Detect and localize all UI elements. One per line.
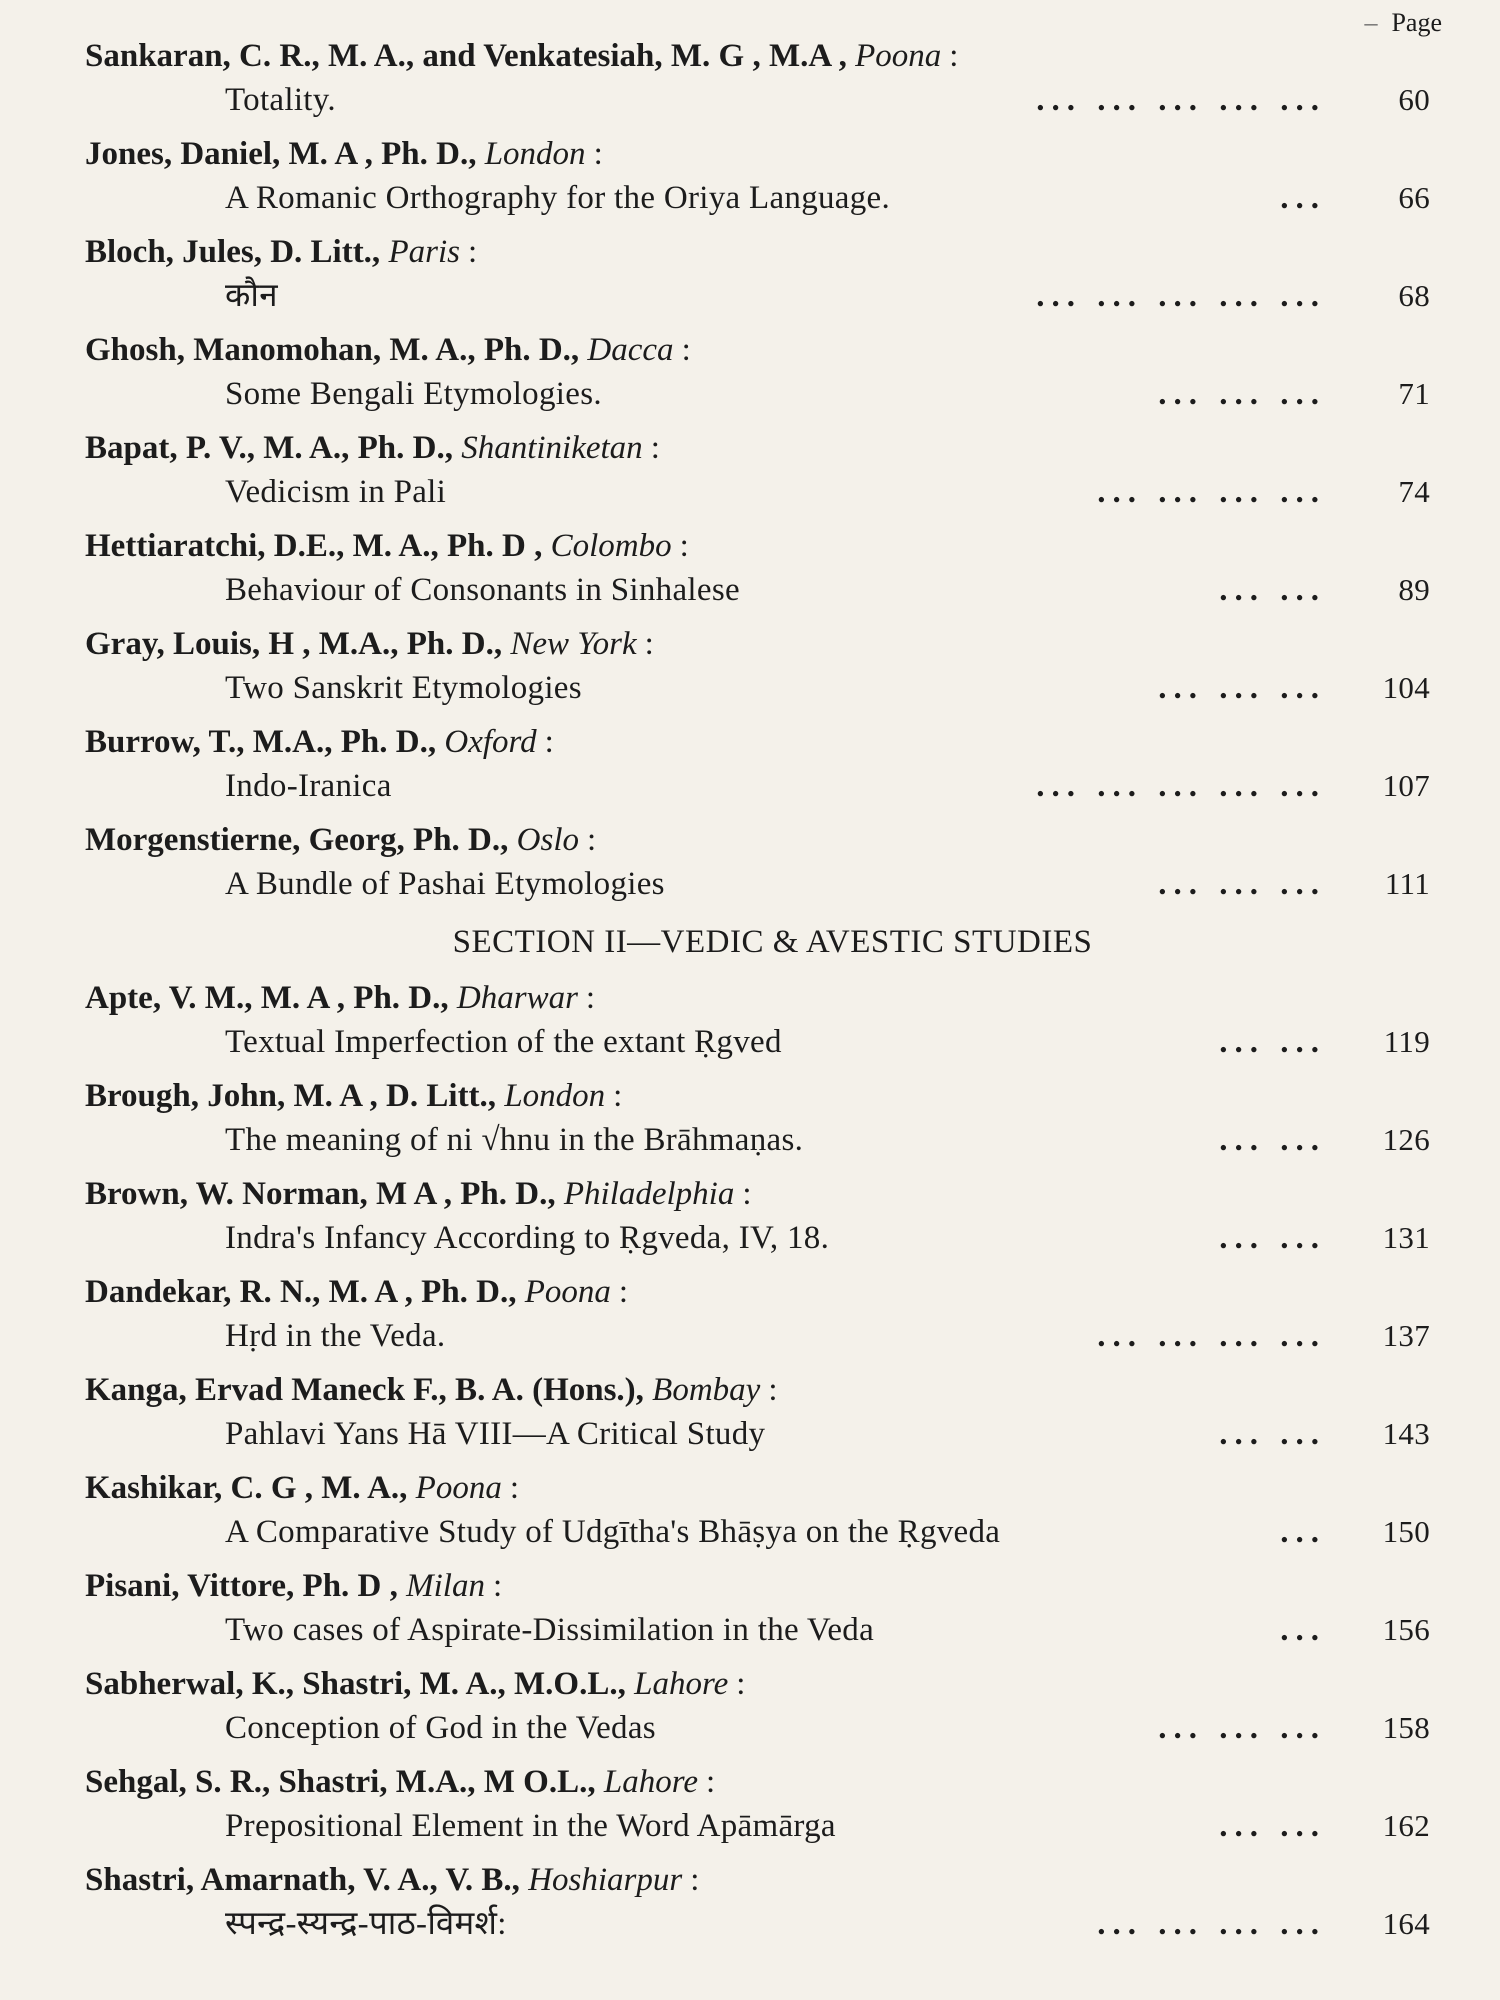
entry-title-line	[85, 1902, 1430, 1946]
page-number: 111	[1384, 866, 1430, 901]
author-name: Morgenstierne, Georg, Ph. D.,	[85, 822, 509, 858]
leader-dots: ... ... ... ...	[1097, 474, 1326, 510]
colon-mark: :	[587, 822, 597, 858]
contents-entry	[85, 1270, 1430, 1358]
leader-dots: ... ... ... ... ...	[1036, 278, 1326, 314]
entry-title-line	[85, 764, 1430, 808]
author-place: Lahore	[634, 1666, 729, 1702]
colon-mark: :	[492, 1568, 503, 1604]
author-name: Jones, Daniel, M. A , Ph. D.,	[85, 136, 477, 172]
author-name: Pisani, Vittore, Ph. D ,	[85, 1568, 398, 1604]
page-number: 60	[1398, 82, 1430, 117]
author-place: Paris	[388, 234, 460, 270]
entry-title-line	[85, 862, 1430, 906]
contents-entry	[85, 34, 1430, 122]
author-name: Sabherwal, K., Shastri, M. A., M.O.L.,	[85, 1666, 626, 1702]
entries-part2	[85, 976, 1430, 1946]
article-title: Hṛd in the Veda.	[225, 1318, 446, 1354]
author-place: Shantiniketan	[461, 430, 643, 466]
article-title: Totality.	[225, 82, 336, 118]
article-title: Vedicism in Pali	[225, 474, 447, 510]
page-number: 150	[1382, 1514, 1430, 1549]
entry-author-line	[85, 1074, 1430, 1118]
article-title: Two Sanskrit Etymologies	[225, 670, 582, 706]
page-number: 156	[1382, 1612, 1430, 1647]
entry-author-line	[85, 976, 1430, 1020]
colon-mark: :	[706, 1764, 716, 1800]
colon-mark: :	[467, 234, 478, 270]
author-name: Bapat, P. V., M. A., Ph. D.,	[85, 430, 453, 466]
page-number: 164	[1382, 1906, 1430, 1941]
colon-mark: :	[949, 38, 959, 74]
colon-mark: :	[585, 980, 596, 1016]
leader-dots: ... ...	[1219, 1024, 1326, 1060]
entries-part1	[85, 34, 1430, 906]
article-title: Behaviour of Consonants in Sinhalese	[225, 572, 740, 608]
colon-mark: :	[618, 1274, 629, 1310]
author-name: Brough, John, M. A , D. Litt.,	[85, 1078, 497, 1114]
leader-dots: ...	[1280, 1612, 1326, 1648]
contents-entry	[85, 1172, 1430, 1260]
entry-title-line	[85, 176, 1430, 220]
colon-mark: :	[644, 626, 654, 662]
leader-dots: ... ...	[1219, 1220, 1326, 1256]
author-place: New York	[510, 626, 637, 662]
author-name: Sankaran, C. R., M. A., and Venkatesiah, M. G , M.A ,	[85, 38, 847, 74]
article-title: Textual Imperfection of the extant Ṛgved	[225, 1024, 782, 1060]
entry-author-line	[85, 818, 1430, 862]
entry-title-line	[85, 666, 1430, 710]
page-number: 89	[1398, 572, 1430, 607]
contents-entry	[85, 1662, 1430, 1750]
contents-entry	[85, 818, 1430, 906]
contents-entry	[85, 426, 1430, 514]
entry-title-line	[85, 1706, 1430, 1750]
author-place: Oxford	[444, 724, 537, 760]
colon-mark: :	[768, 1372, 778, 1408]
article-title: A Bundle of Pashai Etymologies	[225, 866, 665, 902]
contents-entry	[85, 230, 1430, 318]
entry-author-line	[85, 524, 1430, 568]
contents-entry	[85, 1074, 1430, 1162]
contents-entry	[85, 1760, 1430, 1848]
author-name: Hettiaratchi, D.E., M. A., Ph. D ,	[85, 528, 543, 564]
leader-dots: ...	[1280, 180, 1326, 216]
author-place: Lahore	[603, 1764, 698, 1800]
entry-title-line	[85, 372, 1430, 416]
article-title: Pahlavi Yans Hā VIII—A Critical Study	[225, 1416, 766, 1452]
leader-dots: ... ... ... ...	[1097, 1318, 1326, 1354]
author-name: Ghosh, Manomohan, M. A., Ph. D.,	[85, 332, 580, 368]
entry-title-line	[85, 1608, 1430, 1652]
author-place: Oslo	[516, 822, 579, 858]
entry-author-line	[85, 1466, 1430, 1510]
author-name: Burrow, T., M.A., Ph. D.,	[85, 724, 437, 760]
entry-title-line	[85, 1412, 1430, 1456]
entry-title-line	[85, 1804, 1430, 1848]
author-place: Bombay	[652, 1372, 761, 1408]
colon-mark: :	[742, 1176, 752, 1212]
section-heading: SECTION II—VEDIC & AVESTIC STUDIES	[452, 924, 1093, 960]
author-place: Poona	[855, 38, 942, 74]
article-title: A Comparative Study of Udgītha's Bhāṣya on the Ṛgveda	[225, 1514, 1001, 1550]
entry-author-line	[85, 1662, 1430, 1706]
article-title: स्पन्द्र-स्यन्द्र-पाठ-विमर्श:	[225, 1906, 507, 1942]
colon-mark: :	[736, 1666, 746, 1702]
page-number: 143	[1382, 1416, 1430, 1451]
leader-dots: ... ... ... ... ...	[1036, 82, 1326, 118]
author-name: Kanga, Ervad Maneck F., B. A. (Hons.),	[85, 1372, 644, 1408]
article-title: Prepositional Element in the Word Apāmārga	[225, 1808, 836, 1844]
page-number: 119	[1383, 1024, 1430, 1059]
contents-entry	[85, 1368, 1430, 1456]
entry-author-line	[85, 1368, 1430, 1412]
entry-author-line	[85, 1172, 1430, 1216]
leader-dots: ... ...	[1219, 572, 1326, 608]
entry-author-line	[85, 230, 1430, 274]
leader-dots: ... ... ... ... ...	[1036, 768, 1326, 804]
contents-entry	[85, 976, 1430, 1064]
author-place: Poona	[524, 1274, 611, 1310]
author-name: Apte, V. M., M. A , Ph. D.,	[85, 980, 449, 1016]
colon-mark: :	[681, 332, 691, 368]
page-number: 131	[1382, 1220, 1430, 1255]
leader-dots: ... ...	[1219, 1122, 1326, 1158]
entry-title-line	[85, 274, 1430, 318]
article-title: Indra's Infancy According to Ṛgveda, IV, 18.	[225, 1220, 830, 1256]
author-name: Gray, Louis, H , M.A., Ph. D.,	[85, 626, 503, 662]
article-title: Two cases of Aspirate-Dissimilation in the Veda	[225, 1612, 875, 1648]
page-number: 137	[1382, 1318, 1430, 1353]
author-place: Dharwar	[456, 980, 578, 1016]
entry-title-line	[85, 470, 1430, 514]
author-name: Kashikar, C. G , M. A.,	[85, 1470, 408, 1506]
leader-dots: ... ... ...	[1158, 866, 1326, 902]
page-number: 158	[1382, 1710, 1430, 1745]
colon-mark: :	[544, 724, 554, 760]
contents-entry	[85, 1858, 1430, 1946]
article-title: The meaning of ni √hnu in the Brāhmaṇas.	[225, 1122, 804, 1158]
article-title: A Romanic Orthography for the Oriya Language.	[225, 180, 891, 216]
author-place: Milan	[406, 1568, 485, 1604]
entry-author-line	[85, 328, 1430, 372]
entry-title-line	[85, 568, 1430, 612]
author-place: Hoshiarpur	[528, 1862, 683, 1898]
entry-author-line	[85, 622, 1430, 666]
author-place: Dacca	[587, 332, 674, 368]
entry-author-line	[85, 1270, 1430, 1314]
entry-author-line	[85, 1564, 1430, 1608]
colon-mark: :	[650, 430, 660, 466]
colon-mark: :	[509, 1470, 520, 1506]
author-name: Bloch, Jules, D. Litt.,	[85, 234, 381, 270]
contents-entry	[85, 720, 1430, 808]
article-title: Some Bengali Etymologies.	[225, 376, 602, 412]
colon-mark: :	[613, 1078, 623, 1114]
leader-dots: ... ... ...	[1158, 670, 1326, 706]
author-name: Dandekar, R. N., M. A , Ph. D.,	[85, 1274, 517, 1310]
contents-entry	[85, 1466, 1430, 1554]
contents-entry	[85, 328, 1430, 416]
entry-author-line	[85, 132, 1430, 176]
article-title: कौन	[225, 278, 278, 314]
contents-entry	[85, 524, 1430, 612]
leader-dots: ... ... ...	[1158, 1710, 1326, 1746]
page-number: 104	[1382, 670, 1430, 705]
author-name: Sehgal, S. R., Shastri, M.A., M O.L.,	[85, 1764, 596, 1800]
author-place: Colombo	[550, 528, 672, 564]
page-number: 68	[1398, 278, 1430, 313]
entry-author-line	[85, 426, 1430, 470]
leader-dots: ...	[1280, 1514, 1326, 1550]
author-name: Brown, W. Norman, M A , Ph. D.,	[85, 1176, 556, 1212]
contents-entry	[85, 132, 1430, 220]
article-title: Indo-Iranica	[225, 768, 392, 804]
entry-title-line	[85, 1216, 1430, 1260]
author-place: Poona	[415, 1470, 502, 1506]
entry-author-line	[85, 34, 1430, 78]
author-place: London	[484, 136, 586, 172]
entry-title-line	[85, 1118, 1430, 1162]
leader-dots: ... ...	[1219, 1416, 1326, 1452]
colon-mark: :	[593, 136, 603, 172]
author-place: London	[504, 1078, 606, 1114]
page-number: 74	[1398, 474, 1430, 509]
page-number: 107	[1382, 768, 1430, 803]
entry-title-line	[85, 78, 1430, 122]
colon-mark: :	[690, 1862, 700, 1898]
page-label-text: Page	[1391, 8, 1442, 37]
author-place: Philadelphia	[563, 1176, 735, 1212]
entry-author-line	[85, 1858, 1430, 1902]
page-number: 71	[1398, 376, 1430, 411]
page-number: 66	[1398, 180, 1430, 215]
article-title: Conception of God in the Vedas	[225, 1710, 656, 1746]
entry-title-line	[85, 1020, 1430, 1064]
page-number: 162	[1382, 1808, 1430, 1843]
author-name: Shastri, Amarnath, V. A., V. B.,	[85, 1862, 520, 1898]
colon-mark: :	[679, 528, 689, 564]
dash-mark: –	[1364, 8, 1378, 37]
entry-title-line	[85, 1314, 1430, 1358]
entries-list	[85, 34, 1430, 1956]
entry-author-line	[85, 720, 1430, 764]
leader-dots: ... ...	[1219, 1808, 1326, 1844]
contents-entry	[85, 622, 1430, 710]
leader-dots: ... ... ...	[1158, 376, 1326, 412]
page-number: 126	[1382, 1122, 1430, 1157]
entry-author-line	[85, 1760, 1430, 1804]
entry-title-line	[85, 1510, 1430, 1554]
leader-dots: ... ... ... ...	[1097, 1906, 1326, 1942]
contents-entry	[85, 1564, 1430, 1652]
